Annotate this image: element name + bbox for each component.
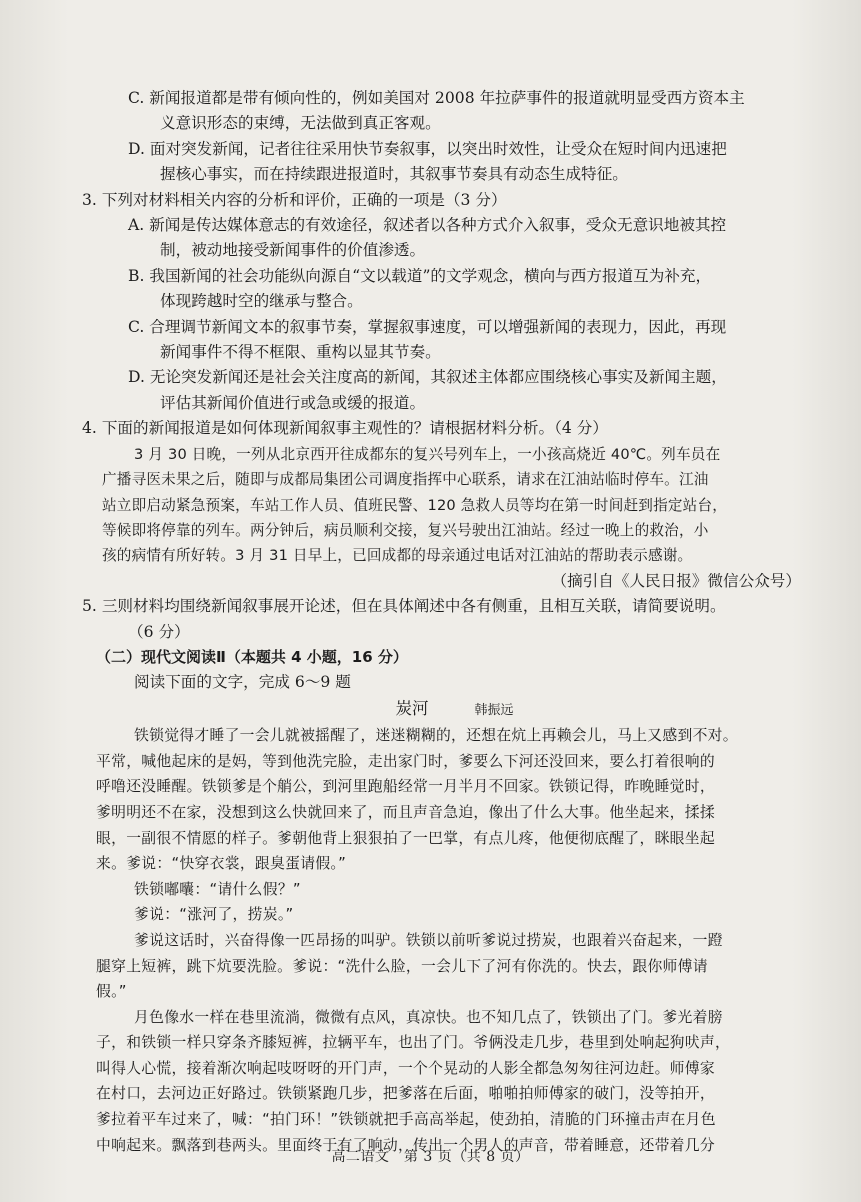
q3-option-b-line-1: B. 我国新闻的社会功能纵向源自“文以载道”的文学观念，横向与西方报道互为补充，	[128, 266, 712, 285]
option-d-line-1: D. 面对突发新闻，记者往往采用快节奏叙事，以突出时效性，让受众在短时间内迅速把	[128, 139, 727, 158]
page-footer: 高二语文 第 3 页（共 8 页）	[331, 1149, 530, 1165]
q3-option-c-line-1: C. 合理调节新闻文本的叙事节奏，掌握叙事速度，可以增强新闻的表现力，因此，再现	[128, 317, 727, 336]
q3-option-b-line-2: 体现跨越时空的继承与整合。	[160, 292, 363, 311]
story-line: 铁锁觉得才睡了一会儿就被摇醒了，迷迷糊糊的，还想在炕上再赖会儿，马上又感到不对。	[134, 727, 738, 745]
story-line: 呼噜还没睡醒。铁锁爹是个艄公，到河里跑船经常一月半月不回家。铁锁记得，昨晚睡觉时，	[96, 778, 715, 796]
story-line: 爹明明还不在家，没想到这么快就回来了，而且声音急迫，像出了什么大事。他坐起来，揉揉	[96, 803, 715, 821]
q3-option-c-line-2: 新闻事件不得不框限、重构以显其节奏。	[160, 343, 441, 362]
q3-option-d-line-1: D. 无论突发新闻还是社会关注度高的新闻，其叙述主体都应围绕核心事实及新闻主题，	[128, 368, 727, 387]
reading-instruction: 阅读下面的文字，完成 6～9 题	[134, 673, 351, 692]
news-source: （摘引自《人民日报》微信公众号）	[551, 571, 801, 590]
story-line: 在村口，去河边正好路过。铁锁紧跑几步，把爹落在后面，啪啪拍师傅家的破门，没等拍开，	[96, 1085, 715, 1103]
story-line: 平常，喊他起床的是妈，等到他洗完脸，走出家门时，爹要么下河还没回来，要么打着很响的	[96, 752, 715, 770]
story-title: 炭河	[395, 698, 429, 718]
news-line-3: 站立即启动紧急预案，车站工作人员、值班民警、120 急救人员等均在第一时间赶到指定站台，	[102, 496, 728, 514]
story-line: 爹说这话时，兴奋得像一匹昂扬的叫驴。铁锁以前听爹说过捞炭，也跟着兴奋起来，一蹬	[134, 931, 723, 949]
story-line: 眼，一副很不情愿的样子。爹朝他背上狠狠拍了一巴掌，有点儿疼，他便彻底醒了，眯眼坐起	[96, 829, 715, 847]
news-line-4: 等候即将停靠的列车。两分钟后，病员顺利交接，复兴号驶出江油站。经过一晚上的救治，小	[102, 521, 709, 539]
story-line: 来。爹说：“快穿衣裳，跟臭蛋请假。”	[96, 855, 347, 873]
section-heading: （二）现代文阅读Ⅱ（本题共 4 小题，16 分）	[96, 647, 408, 666]
story-line: 腿穿上短裤，跳下炕要洗脸。爹说：“洗什么脸，一会儿下了河有你洗的。快去，跟你师傅请	[96, 957, 708, 975]
question-5-line-2: （6 分）	[128, 622, 190, 641]
story-line: 叫得人心慌，接着渐次响起吱呀呀的开门声，一个个晃动的人影全都急匆匆往河边赶。师傅家	[96, 1059, 715, 1077]
q3-option-a-line-1: A. 新闻是传达媒体意志的有效途径，叙述者以各种方式介入叙事，受众无意识地被其控	[128, 216, 727, 235]
story-line: 月色像水一样在巷里流淌，微微有点风，真凉快。也不知几点了，铁锁出了门。爹光着膀	[134, 1008, 723, 1026]
story-line: 中响起来。飘落到巷两头。里面终于有了响动，传出一个男人的声音，带着睡意，还带着几分	[96, 1136, 715, 1154]
question-4: 4. 下面的新闻报道是如何体现新闻叙事主观性的？请根据材料分析。（4 分）	[82, 419, 608, 438]
news-line-2: 广播寻医未果之后，随即与成都局集团公司调度指挥中心联系，请求在江油站临时停车。江油	[102, 471, 709, 489]
story-line: 爹拉着平车过来了，喊：“拍门环！”铁锁就把手高高举起，使劲拍，清脆的门环撞击声在月色	[96, 1111, 716, 1129]
question-5-line-1: 5. 三则材料均围绕新闻叙事展开论述，但在具体阐述中各有侧重，且相互关联，请简要说明。	[82, 597, 726, 616]
q3-option-d-line-2: 评估其新闻价值进行或急或缓的报道。	[160, 393, 426, 412]
news-line-5: 孩的病情有所好转。3 月 31 日早上，已回成都的母亲通过电话对江油站的帮助表示感谢。	[102, 547, 693, 565]
option-d-line-2: 握核心事实，而在持续跟进报道时，其叙事节奏具有动态生成特征。	[160, 165, 628, 184]
question-3: 3. 下列对材料相关内容的分析和评价，正确的一项是（3 分）	[82, 190, 507, 209]
q3-option-a-line-2: 制，被动地接受新闻事件的价值渗透。	[160, 241, 426, 260]
story-line: 爹说：“涨河了，捞炭。”	[134, 906, 294, 924]
story-line: 假。”	[96, 983, 127, 1001]
story-author: 韩振远	[474, 702, 514, 718]
story-title-row	[104, 696, 805, 723]
story-line: 子，和铁锁一样只穿条齐膝短裤，拉辆平车，也出了门。爷俩没走几步，巷里到处响起狗吠声，	[96, 1034, 731, 1052]
option-c-line-2: 义意识形态的束缚，无法做到真正客观。	[160, 114, 441, 133]
news-line-1: 3 月 30 日晚，一列从北京西开往成都东的复兴号列车上，一小孩高烧近 40℃。列车员在	[134, 445, 721, 463]
story-line: 铁锁嘟囔：“请什么假？”	[134, 880, 301, 898]
option-c-line-1: C. 新闻报道都是带有倾向性的，例如美国对 2008 年拉萨事件的报道就明显受西方资本主	[128, 89, 745, 107]
